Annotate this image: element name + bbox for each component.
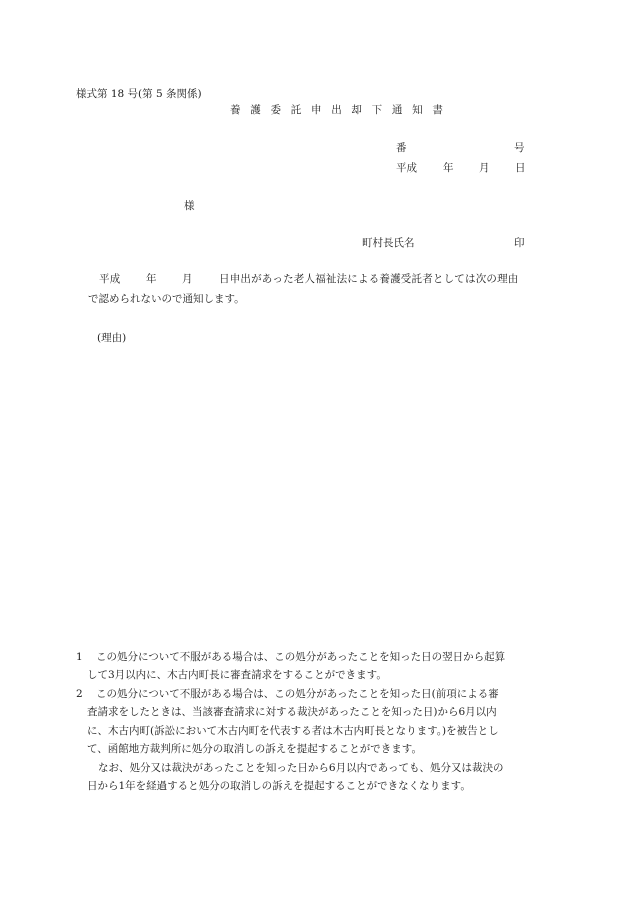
body-line-2: で認められないので通知します。 <box>88 293 245 305</box>
note-2-line-2: 査請求をしたときは、当該審査請求に対する裁決があったことを知った日)から6月以内 <box>87 706 497 718</box>
note-2-number: 2 <box>76 688 83 700</box>
note-1-number: 1 <box>76 651 83 663</box>
seal-label: 印 <box>514 237 525 249</box>
body-date-year: 年 <box>146 273 157 285</box>
issue-date-month: 月 <box>479 162 490 174</box>
issue-date-day: 日 <box>515 162 526 174</box>
note-1-line-1 <box>76 652 505 663</box>
note-2-line-4: て、函館地方裁判所に処分の取消しの訴えを提起することができます。 <box>87 743 422 755</box>
reference-number-label: 番 <box>396 142 407 154</box>
note-1-line-2: して3月以内に、木古内町長に審査請求をすることができます。 <box>87 669 387 681</box>
mayor-name-label: 町村長氏名 <box>362 237 415 249</box>
reference-number-suffix: 号 <box>514 142 525 154</box>
note-1-text: この処分について不服がある場合は、この処分があったことを知った日の翌日から起算 <box>96 651 506 663</box>
body-date-month: 月 <box>182 273 193 285</box>
issue-date-era: 平成 <box>396 162 417 174</box>
note-2-line-6: 日から1年を経過すると処分の取消しの訴えを提起することができなくなります。 <box>87 780 471 792</box>
reason-label: (理由) <box>97 332 127 344</box>
note-2-line-1 <box>76 689 499 700</box>
note-2-text: この処分について不服がある場合は、この処分があったことを知った日(前項による審 <box>96 688 499 700</box>
note-2-line-3: に、木古内町(訴訟において木古内町を代表する者は木古内町長となります。)を被告とし <box>87 725 499 737</box>
addressee-honorific: 様 <box>184 200 195 212</box>
body-text: 日申出があった老人福祉法による養護受託者としては次の理由 <box>219 273 519 285</box>
issue-date-year: 年 <box>443 162 454 174</box>
document-title: 養 護 委 託 申 出 却 下 通 知 書 <box>230 104 447 116</box>
form-number: 様式第 18 号(第 5 条関係) <box>76 88 202 100</box>
body-date-era: 平成 <box>99 273 121 285</box>
body-line-1 <box>99 274 519 285</box>
note-2-line-5: なお、処分又は裁決があったことを知った日から6月以内であっても、処分又は裁決の <box>98 762 504 774</box>
issue-date <box>396 163 526 174</box>
